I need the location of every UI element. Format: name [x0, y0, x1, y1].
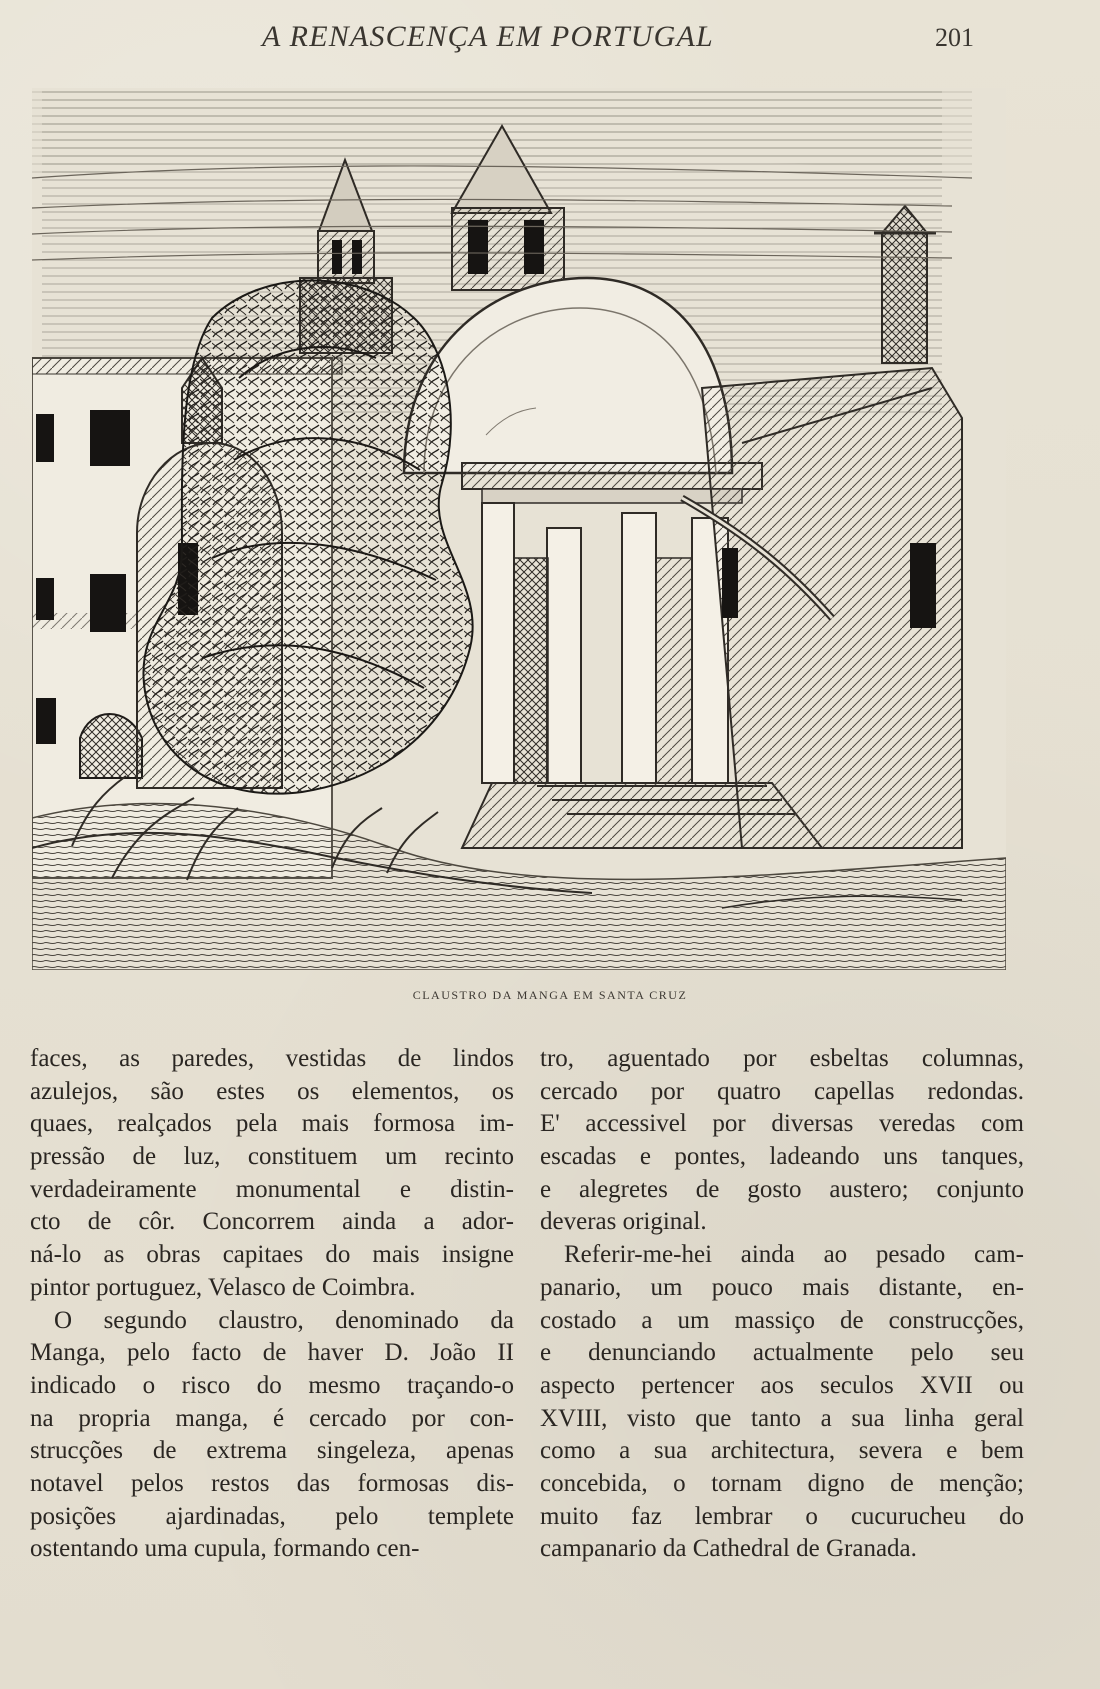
right-line: e denunciando actualmente pelo seu	[540, 1339, 1024, 1367]
running-head	[0, 20, 1100, 60]
right-column	[540, 1043, 1024, 1566]
left-line: na propria manga, é cercado por con-	[30, 1404, 514, 1432]
right-line: tro, aguentado por esbeltas columnas,	[540, 1045, 1024, 1072]
right-line: panario, um pouco mais distante, en-	[540, 1273, 1024, 1301]
engraving-cloister-icon	[32, 88, 1006, 970]
right-line: cercado por quatro capellas redondas.	[540, 1077, 1024, 1105]
page-number: 201	[935, 23, 974, 52]
left-line: faces, as paredes, vestidas de lindos	[30, 1045, 514, 1072]
left-line: cto de côr. Concorrem ainda a ador-	[30, 1208, 514, 1236]
right-line: muito faz lembrar o cucurucheu do	[540, 1502, 1024, 1530]
right-line: e alegretes de gosto austero; conjunto	[540, 1175, 1024, 1203]
left-line: azulejos, são estes os elementos, os	[30, 1077, 514, 1105]
left-line: ná-lo as obras capitaes do mais insigne	[30, 1241, 514, 1269]
left-line: indicado o risco do mesmo traçando-o	[30, 1371, 514, 1399]
left-line: quaes, realçados pela mais formosa im-	[30, 1110, 514, 1138]
left-column	[30, 1043, 514, 1566]
left-line: pintor portuguez, Velasco de Coimbra.	[30, 1273, 416, 1301]
text-columns	[22, 1043, 1047, 1603]
right-line: como a sua architectura, severa e bem	[540, 1437, 1024, 1465]
illustration-caption: CLAUSTRO DA MANGA EM SANTA CRUZ	[412, 988, 688, 1002]
right-line: costado a um massiço de construcções,	[540, 1306, 1024, 1334]
right-line: E' accessivel por diversas veredas com	[540, 1110, 1024, 1138]
right-line: Referir-me-hei ainda ao pesado cam-	[564, 1241, 1024, 1269]
left-line: verdadeiramente monumental e distin-	[30, 1175, 514, 1203]
right-line: escadas e pontes, ladeando uns tanques,	[540, 1143, 1024, 1171]
left-line: posições ajardinadas, pelo templete	[30, 1502, 514, 1530]
right-line: aspecto pertencer aos seculos XVII ou	[540, 1371, 1024, 1399]
right-line: campanario da Cathedral de Granada.	[540, 1535, 917, 1563]
running-title: A RENASCENÇA EM PORTUGAL	[262, 20, 714, 53]
left-line: O segundo claustro, denominado da	[54, 1306, 514, 1334]
left-line: ostentando uma cupula, formando cen-	[30, 1535, 420, 1563]
left-line: pressão de luz, constituem um recinto	[30, 1143, 514, 1171]
right-line: deveras original.	[540, 1208, 707, 1236]
left-line: notavel pelos restos das formosas dis-	[30, 1469, 514, 1497]
left-line: strucções de extrema singeleza, apenas	[30, 1437, 514, 1465]
left-line: Manga, pelo facto de haver D. João II	[30, 1339, 514, 1367]
right-line: concebida, o tornam digno de menção;	[540, 1469, 1024, 1497]
right-line: XVIII, visto que tanto a sua linha geral	[540, 1404, 1024, 1432]
